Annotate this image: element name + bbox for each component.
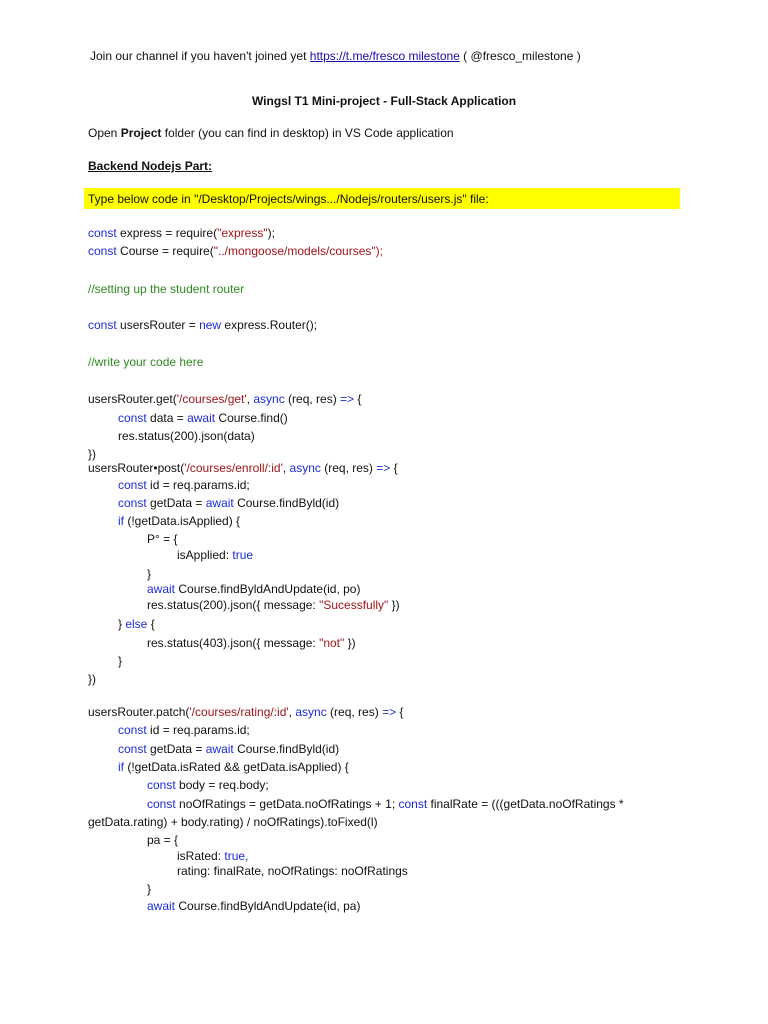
code-line: usersRouter.get('/courses/get', async (req, res) => { [88, 392, 362, 406]
code-line: isRated: true, [177, 849, 249, 863]
code-line: const data = await Course.find() [118, 411, 288, 425]
code-line: const getData = await Course.findByld(id) [118, 496, 340, 510]
code-line: res.status(200).json(data) [118, 429, 255, 443]
code-line: const id = req.params.id; [118, 478, 250, 492]
code-line: res.status(403).json({ message: "not" }) [147, 636, 356, 650]
code-line: const express = require("express"); [88, 226, 275, 240]
section-heading: Backend Nodejs Part: [88, 159, 213, 173]
code-line: const Course = require("../mongoose/models/courses"); [88, 244, 383, 258]
code-line: if (!getData.isRated && getData.isApplied) { [118, 760, 349, 774]
code-line: const noOfRatings = getData.noOfRatings + 1; const finalRate = (((getData.noOfRatings * [147, 797, 624, 811]
code-comment: //write your code here [88, 355, 204, 369]
code-line: } [147, 567, 152, 581]
code-line: rating: finalRate, noOfRatings: noOfRatings [177, 864, 408, 878]
document-title: Wingsl T1 Mini-project - Full-Stack Application [251, 94, 517, 108]
code-line: P° = { [147, 532, 178, 546]
intro-paragraph: Open Project folder (you can find in desktop) in VS Code application [88, 126, 454, 140]
code-line: isApplied: true [177, 548, 254, 562]
channel-link[interactable]: https://t.me/fresco milestone [309, 49, 460, 63]
channel-line: Join our channel if you haven't joined yet https://t.me/fresco milestone ( @fresco_milestone ) [90, 49, 581, 63]
code-line: getData.rating) + body.rating) / noOfRatings).toFixed(l) [88, 815, 378, 829]
code-line: await Course.findByldAndUpdate(id, pa) [147, 899, 361, 913]
code-line: await Course.findByldAndUpdate(id, po) [147, 582, 361, 596]
code-line: res.status(200).json({ message: "Sucessfully" }) [147, 598, 400, 612]
code-comment: //setting up the student router [88, 282, 245, 296]
code-line: usersRouter•post('/courses/enroll/:id', async (req, res) => { [88, 461, 398, 475]
code-line: } [147, 882, 152, 896]
instruction-text: Type below code in "/Desktop/Projects/wings.../Nodejs/routers/users.js" file: [88, 192, 489, 206]
code-line: const id = req.params.id; [118, 723, 250, 737]
code-line: }) [88, 672, 97, 686]
code-line: pa = { [147, 833, 179, 847]
code-line: usersRouter.patch('/courses/rating/:id', async (req, res) => { [88, 705, 404, 719]
code-line: if (!getData.isApplied) { [118, 514, 241, 528]
code-line: const body = req.body; [147, 778, 269, 792]
code-line: } [118, 654, 123, 668]
code-line: }) [88, 447, 97, 461]
code-line: const usersRouter = new express.Router(); [88, 318, 318, 332]
code-line: } else { [118, 617, 155, 631]
code-line: const getData = await Course.findByld(id) [118, 742, 340, 756]
